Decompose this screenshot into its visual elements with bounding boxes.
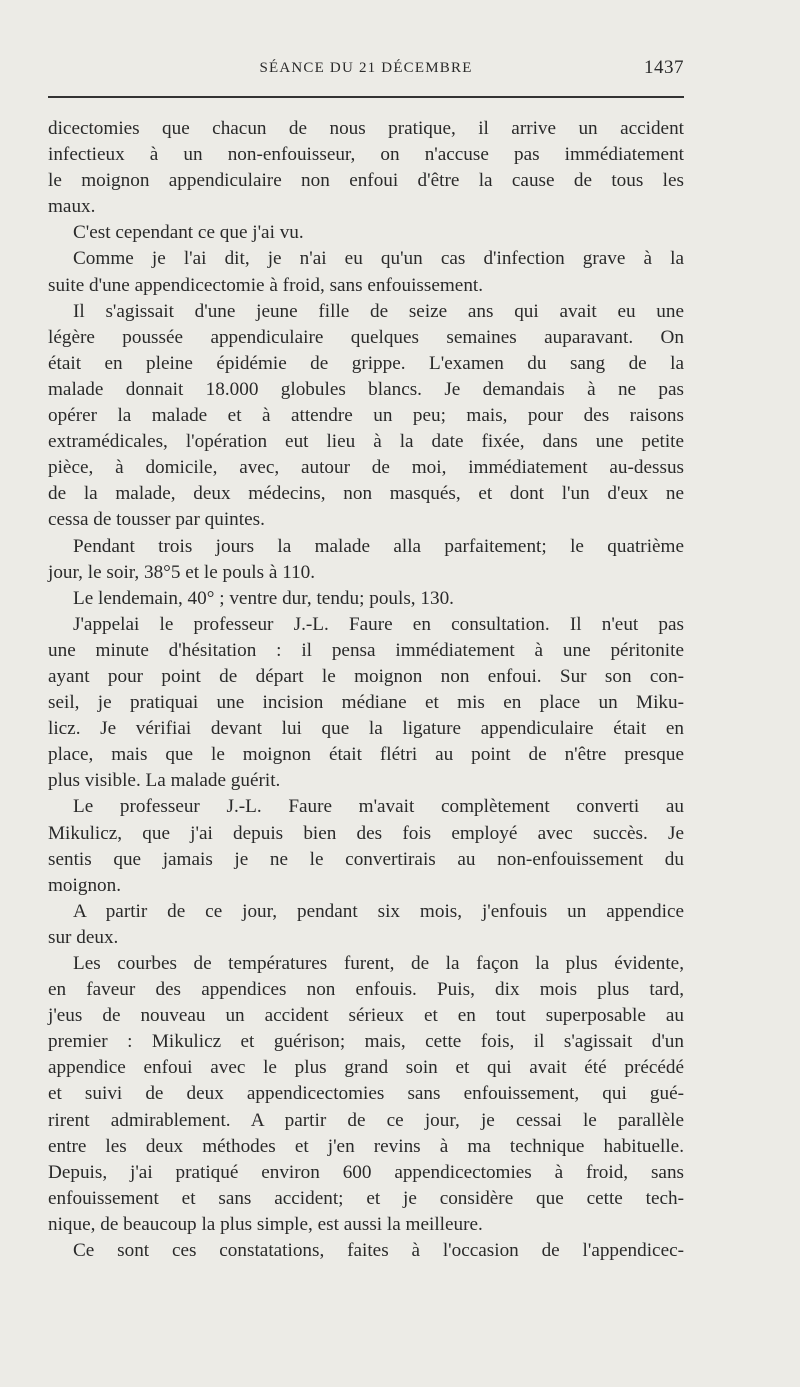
text-line: pièce, à domicile, avec, autour de moi, immédiatement au-dessus	[48, 457, 684, 479]
text-line: Depuis, j'ai pratiqué environ 600 appendicectomies à froid, sans	[48, 1161, 684, 1183]
page-number: 1437	[644, 57, 684, 78]
text-line: de la malade, deux médecins, non masqués, et dont l'un d'eux ne	[48, 483, 684, 505]
body-text	[48, 116, 684, 1264]
text-line: moignon.	[48, 874, 122, 896]
text-line: sentis que jamais je ne le convertirais au non-enfouissement du	[48, 848, 684, 870]
text-line: était en pleine épidémie de grippe. L'examen du sang de la	[48, 352, 684, 374]
running-head: SÉANCE DU 21 DÉCEMBRE	[259, 60, 473, 76]
text-line: malade donnait 18.000 globules blancs. Je demandais à ne pas	[48, 378, 684, 400]
text-line: enfouissement et sans accident; et je considère que cette tech-	[48, 1187, 684, 1209]
text-line: et suivi de deux appendicectomies sans enfouissement, qui gué-	[48, 1083, 684, 1105]
text-line: ayant pour point de départ le moignon non enfoui. Sur son con-	[48, 665, 684, 687]
text-line: légère poussée appendiculaire quelques semaines auparavant. On	[48, 326, 684, 348]
text-line: Il s'agissait d'une jeune fille de seize ans qui avait eu une	[73, 300, 684, 322]
text-line: C'est cependant ce que j'ai vu.	[73, 222, 304, 244]
text-line: licz. Je vérifiai devant lui que la ligature appendiculaire était en	[48, 718, 684, 740]
text-line: A partir de ce jour, pendant six mois, j'enfouis un appendice	[73, 900, 684, 922]
text-line: Mikulicz, que j'ai depuis bien des fois employé avec succès. Je	[48, 822, 684, 844]
text-line: dicectomies que chacun de nous pratique, il arrive un accident	[48, 118, 684, 139]
text-line: opérer la malade et à attendre un peu; mais, pour des raisons	[48, 405, 684, 427]
text-line: extramédicales, l'opération eut lieu à la date fixée, dans une petite	[48, 431, 684, 453]
text-line: cessa de tousser par quintes.	[48, 509, 265, 531]
text-line: jour, le soir, 38°5 et le pouls à 110.	[48, 561, 316, 583]
text-line: maux.	[48, 196, 96, 218]
text-line: sur deux.	[48, 926, 119, 948]
text-line: infectieux à un non-enfouisseur, on n'accuse pas immédiatement	[48, 144, 684, 166]
text-line: Le professeur J.-L. Faure m'avait complètement converti au	[73, 796, 684, 818]
text-line: Pendant trois jours la malade alla parfaitement; le quatrième	[73, 535, 684, 557]
text-line: nique, de beaucoup la plus simple, est aussi la meilleure.	[48, 1213, 483, 1235]
text-line: place, mais que le moignon était flétri au point de n'être presque	[48, 744, 684, 766]
header-rule	[48, 96, 684, 98]
text-line: seil, je pratiquai une incision médiane et mis en place un Miku-	[48, 692, 684, 714]
text-line: Ce sont ces constatations, faites à l'occasion de l'appendicec-	[73, 1240, 684, 1262]
text-line: appendice enfoui avec le plus grand soin et qui avait été précédé	[48, 1057, 684, 1079]
text-line: Les courbes de températures furent, de la façon la plus évidente,	[73, 953, 684, 974]
page-header	[48, 56, 684, 86]
text-line: suite d'une appendicectomie à froid, sans enfouissement.	[48, 274, 484, 296]
text-line: j'eus de nouveau un accident sérieux et en tout superposable au	[48, 1005, 684, 1027]
text-line: entre les deux méthodes et j'en revins à ma technique habituelle.	[48, 1135, 684, 1157]
text-line: rirent admirablement. A partir de ce jour, je cessai le parallèle	[48, 1109, 684, 1131]
text-line: premier : Mikulicz et guérison; mais, cette fois, il s'agissait d'un	[48, 1031, 684, 1053]
text-line: Comme je l'ai dit, je n'ai eu qu'un cas d'infection grave à la	[73, 248, 684, 270]
text-line: plus visible. La malade guérit.	[48, 770, 281, 792]
text-line: une minute d'hésitation : il pensa immédiatement à une péritonite	[48, 639, 684, 661]
text-line: Le lendemain, 40° ; ventre dur, tendu; pouls, 130.	[73, 587, 454, 609]
text-line: J'appelai le professeur J.-L. Faure en consultation. Il n'eut pas	[73, 613, 684, 635]
text-line: en faveur des appendices non enfouis. Puis, dix mois plus tard,	[48, 979, 684, 1001]
text-line: le moignon appendiculaire non enfoui d'être la cause de tous les	[48, 170, 684, 192]
